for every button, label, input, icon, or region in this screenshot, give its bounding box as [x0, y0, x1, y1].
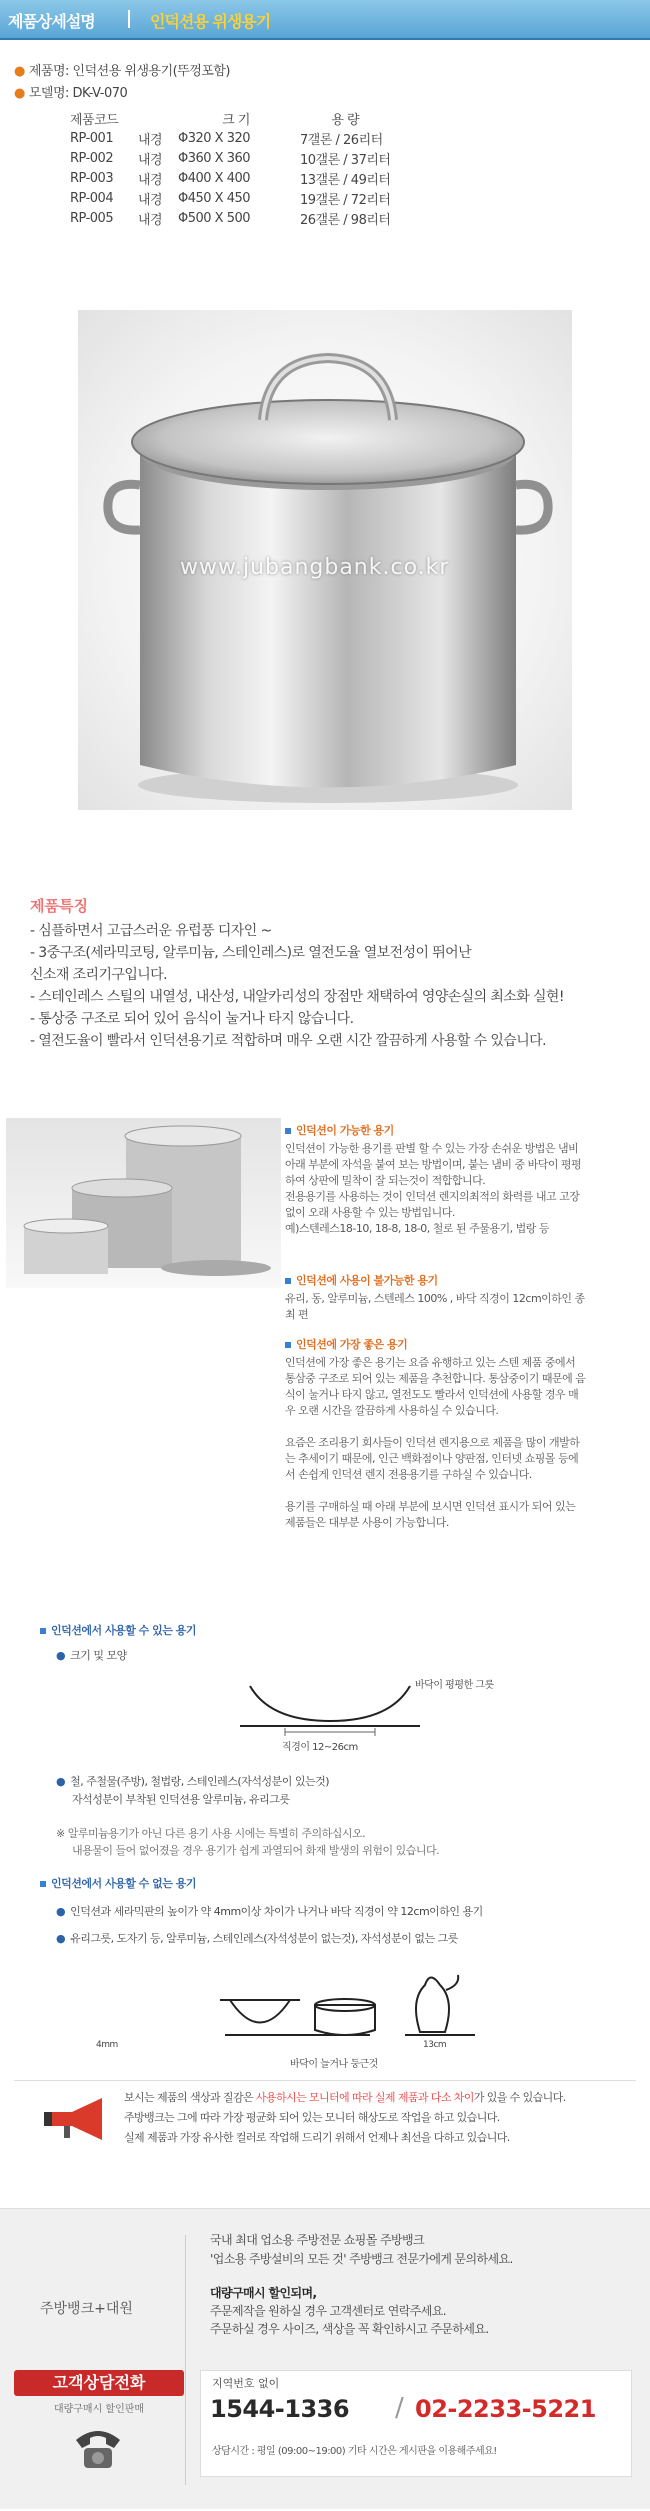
spec-header-row: 제품코드 크 기 용 량 — [70, 112, 360, 128]
list-item: 신소재 조리기구입니다. — [30, 967, 167, 983]
bulk-title: 대량구매시 할인되며, — [210, 2286, 317, 2300]
phone-label: 지역번호 없이 — [212, 2377, 280, 2390]
bullet-icon — [40, 1881, 46, 1887]
bullet-icon: ● — [56, 1775, 66, 1788]
bulk-line-1: 주문제작을 원하실 경우 고객센터로 연락주세요. — [210, 2304, 446, 2318]
phone-number-2[interactable]: 02-2233-5221 — [415, 2395, 596, 2423]
unusable-item-1: ● 인덕션과 세라믹판의 높이가 약 4mm이상 차이가 나거나 바닥 직경이 약 12cm이하인 용기 — [56, 1905, 483, 1918]
table-row: RP-004 내경 Φ450 X 450 19갤론 / 72리터 — [70, 190, 391, 208]
unusable-item-2: ● 유리그릇, 도자기 등, 알루미늄, 스테인레스(자석성분이 없는것), 자석성분이 없는 그릇 — [56, 1932, 458, 1945]
diagram-label-flat: 바닥이 평평한 그릇 — [415, 1680, 494, 1691]
bullet-icon: ● — [56, 1905, 66, 1918]
usable-materials-2: 자석성분이 부착된 인덕션용 알루미늄, 유리그릇 — [72, 1793, 290, 1806]
product-name: ● 제품명: 인덕션용 위생용기(뚜껑포함) — [14, 64, 231, 79]
usable-heading: 인덕션에서 사용할 수 있는 용기 — [40, 1622, 196, 1638]
bulk-line-2: 주문하실 경우 사이즈, 색상을 꼭 확인하시고 주문하세요. — [210, 2322, 489, 2336]
disclaimer: 보시는 제품의 색상과 질감은 사용하시는 모니터에 따라 실제 제품과 다소 차이가 있을 수 있습니다. 주방뱅크는 그에 따라 가장 평균화 되어 있는 모니터 해상도로 작업을 하고 있습니다. 실제 제품과 가장 유사한 컬러로 작업해 드리기 위해서 언제나 최선을 다하고 있습니다. — [124, 2091, 566, 2144]
model-name: ● 모델명: DK-V-070 — [14, 86, 128, 101]
header-divider — [128, 10, 130, 28]
section-heading: 인덕션이 가능한 용기 — [296, 1124, 394, 1137]
list-item: - 3중구조(세라믹코팅, 알루미늄, 스테인레스)로 열전도율 열보전성이 뛰어난 — [30, 945, 472, 961]
section-heading: 인덕션에 사용이 불가능한 용기 — [296, 1274, 438, 1287]
table-row: RP-005 내경 Φ500 X 500 26갤론 / 98리터 — [70, 210, 391, 228]
usable-note-1: ※ 알루미늄용기가 아닌 다른 용기 사용 시에는 특별히 주의하십시오. — [56, 1827, 366, 1840]
features-title: 제품특징 — [30, 897, 88, 915]
divider — [14, 2080, 636, 2081]
customer-call-sub: 대량구매시 할인판매 — [53, 2404, 145, 2415]
usable-materials: ● 철, 주철물(주방), 철법랑, 스테인레스(자석성분이 있는것) — [56, 1775, 330, 1788]
header-label: 제품상세설명 — [8, 12, 95, 31]
bullet-icon: ● — [14, 86, 25, 101]
spec-table — [70, 108, 396, 228]
page-title: 인덕션용 위생용기 — [150, 12, 271, 31]
header-bar — [0, 0, 650, 40]
table-row: RP-003 내경 Φ400 X 400 13갤론 / 49리터 — [70, 170, 391, 188]
section-unusable: 인덕션에 사용이 불가능한 용기 유리, 동, 알루미늄, 스텐레스 100% , 바닥 직경이 12cm이하인 종 최 편 — [285, 1274, 585, 1321]
features-list — [30, 920, 564, 1052]
bullet-icon — [285, 1342, 291, 1348]
usable-size-item: ● 크기 및 모양 — [56, 1649, 127, 1662]
table-row: RP-002 내경 Φ360 X 360 10갤론 / 37리터 — [70, 150, 391, 168]
section-usable: 인덕션이 가능한 용기 인덕션이 가능한 용기를 판별 할 수 있는 가장 손쉬운 방법은 냄비 아래 부분에 자석을 붙여 보는 방법이며, 붙는 냄비 중 바닥이 평평 하여 상판에 밀착이 잘 되는것이 적합합니다. 전용용기를 사용하는 것이 인덕션 렌지의최적의 화력를 내고 고장 없이 오래 사용할 수 있는 방법입니다. 예)스텐레스18-10, 18-8, 18-0, 철로 된 주물용기, 법랑 등 — [285, 1124, 582, 1235]
footer-divider — [185, 2235, 186, 2485]
section-heading: 인덕션에 가장 좋은 용기 — [296, 1338, 408, 1351]
section-best: 인덕션에 가장 좋은 용기 인덕션에 가장 좋은 용기는 요즘 유행하고 있는 스텐 제품 중에서 통삼중 구조로 되어 있는 제품을 추천합니다. 통삼중이기 때문에 음 식이 눌거나 타지 않고, 열전도도 빨라서 인덕션에 사용할 경우 매 우 오랜 시간을 깔끔하게 사용하실 수 있습니다. 요즘은 조리용기 회사들이 인덕션 렌지용으로 제품을 많이 개발하 는 추세이기 때문에, 인근 백화점이나 양판점, 인터넷 쇼핑몰 등에 서 손쉽게 인덕션 렌지 전용용기를 구하실 수 있습니다. 용기를 구매하실 때 아래 부분에 보시면 인덕션 표시가 되어 있는 제품들은 대부분 사용이 가능합니다. — [285, 1338, 586, 1529]
bullet-icon — [285, 1128, 291, 1134]
bullet-icon — [40, 1628, 46, 1634]
megaphone-icon — [42, 2094, 112, 2144]
bullet-icon — [285, 1278, 291, 1284]
usable-note-2: 내용물이 들어 없어졌을 경우 용기가 쉽게 과열되어 화재 발생의 위험이 있습니다. — [72, 1844, 440, 1857]
unusable-heading: 인덕션에서 사용할 수 없는 용기 — [40, 1875, 196, 1891]
label-13cm: 13cm — [423, 2040, 447, 2050]
list-item: - 심플하면서 고급스러운 유럽풍 디자인 ~ — [30, 923, 272, 939]
phone-separator: / — [395, 2393, 404, 2423]
bullet-icon: ● — [56, 1932, 66, 1945]
footer-line-2: '업소용 주방설비의 모든 것' 주방뱅크 전문가에게 문의하세요. — [210, 2252, 513, 2266]
table-row: RP-001 내경 Φ320 X 320 7갤론 / 26리터 — [70, 130, 383, 148]
footer-line-1: 국내 최대 업소용 주방전문 쇼핑몰 주방뱅크 — [210, 2233, 424, 2247]
bullet-icon: ● — [56, 1649, 66, 1662]
customer-call-title: 고객상담전화 — [14, 2370, 184, 2396]
unusable-caption: 바닥이 늘거나 둥근것 — [290, 2059, 378, 2070]
phone-number-1[interactable]: 1544-1336 — [210, 2395, 350, 2423]
brand-logo: 주방뱅크+대원 — [40, 2301, 133, 2317]
bullet-icon: ● — [14, 64, 25, 79]
cookware-set-photo — [6, 1118, 281, 1288]
cookware-set-illustration — [6, 1118, 281, 1288]
list-item: - 통상중 구조로 되어 있어 음식이 눌거나 타지 않습니다. — [30, 1011, 354, 1027]
watermark: www.jubangbank.co.kr — [180, 555, 450, 580]
phone-icon — [70, 2418, 126, 2474]
label-4mm: 4mm — [96, 2040, 118, 2050]
list-item: - 스테인레스 스틸의 내열성, 내산성, 내알카리성의 장점만 채택하여 영양손실의 최소화 실현! — [30, 989, 564, 1005]
diagram-label-diameter: 직경이 12~26cm — [282, 1742, 358, 1753]
list-item: - 열전도율이 빨라서 인덕션용기로 적합하며 매우 오랜 시간 깔끔하게 사용할 수 있습니다. — [30, 1033, 546, 1049]
consult-hours: 상담시간 : 평일 (09:00~19:00) 기타 시간은 게시판을 이용해주세요! — [212, 2446, 497, 2457]
